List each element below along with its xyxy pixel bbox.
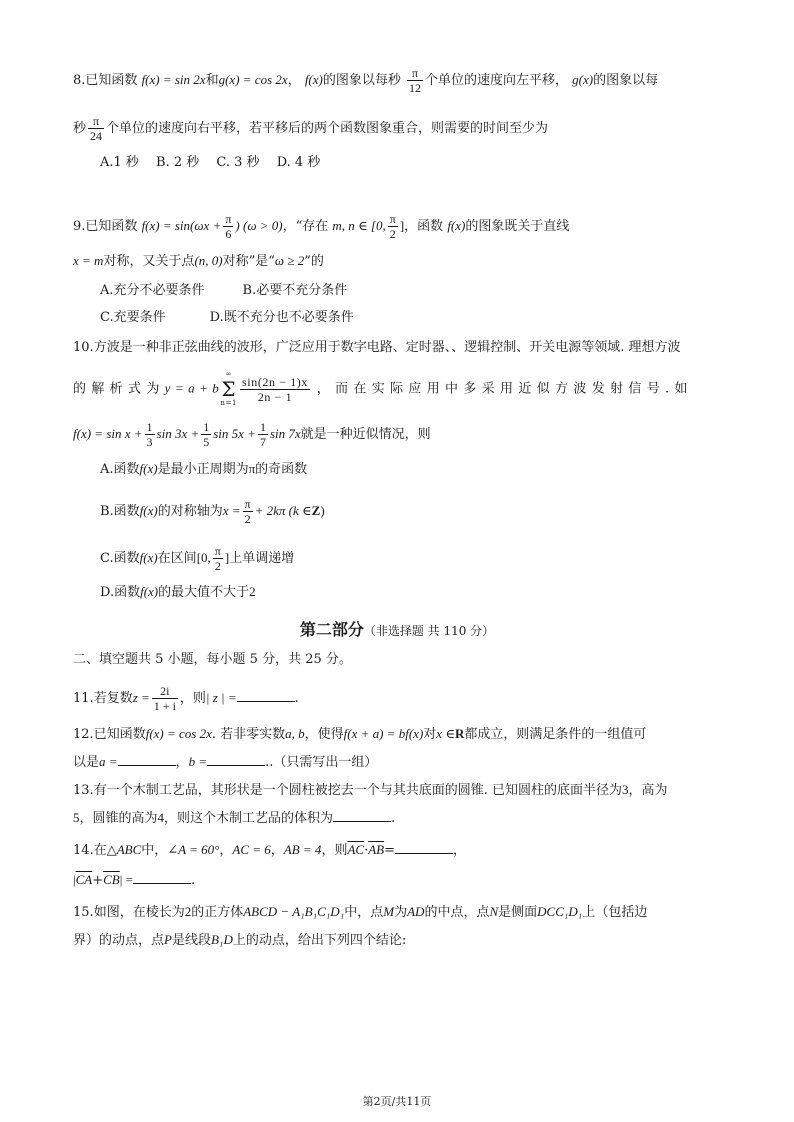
- answer-blank[interactable]: [333, 809, 391, 822]
- q8-line1: 8.已知函数 f(x) = sin 2x和g(x) = cos 2x， f(x)的图象以每秒 $\frac{\pi}{12}$ 个单位的速度向左平移， g(x)的图象以每: [73, 66, 659, 95]
- vector-ab: $\overline{AB}$: [368, 842, 385, 857]
- fraction: $\frac{2i}{1 + i}$: [153, 684, 176, 713]
- fraction: $\frac{\pi}{12}$: [409, 66, 422, 95]
- q10-line1: 10.方波是一种非正弦曲线的波形，广泛应用于数字电路、定时器、、逻辑控制、开关电源等领域. 理想方波: [73, 340, 681, 355]
- q9-options-row1: A.充分不必要条件 B.必要不充分条件: [100, 283, 348, 298]
- answer-blank-a[interactable]: [118, 753, 176, 766]
- fraction: $\frac{1}{3}$: [146, 420, 153, 449]
- q11-line: 11.若复数z = $\frac{2i}{1 + i}$ ，则| z | = .: [73, 684, 299, 713]
- fraction: $\frac{\pi}{2}$: [389, 212, 396, 241]
- page-footer: 第2页/共11页: [362, 1095, 432, 1108]
- q15-line1: 15.如图，在棱长为2的正方体ABCD − A₁B₁C₁D₁中，点M为AD的中点，点N是侧面DCC₁D₁上（包括边: [73, 904, 648, 920]
- vector-cb: $\overline{CB}$: [103, 872, 120, 887]
- fraction: $\frac{\sin(2n - 1)x}{2n - 1}$: [242, 374, 308, 404]
- fraction: $\frac{1}{5}$: [203, 420, 210, 449]
- answer-blank-dot[interactable]: [395, 841, 453, 854]
- fraction: $\frac{\pi}{2}$: [244, 497, 251, 526]
- q10-option-d: D.函数f(x)的最大值不大于2: [100, 584, 256, 600]
- part2-intro: 二、填空题共 5 小题，每小题 5 分，共 25 分。: [73, 652, 352, 667]
- fraction: $\frac{\pi}{6}$: [225, 212, 232, 241]
- q8-options: A.1 秒 B. 2 秒 C. 3 秒 D. 4 秒: [100, 155, 321, 170]
- q10-line2: 的 解 析 式 为 y = a + b ∞ Σ n=1 $\frac{\sin(2n - 1)x}{2n - 1}$ ， 而 在 实 际 应 用 中 多 采 用 近 似 方 波 发 射 信 号 . 如: [73, 370, 689, 407]
- fraction: $\frac{\pi}{2}$: [214, 544, 221, 573]
- q8-line2: 秒 $\frac{\pi}{24}$ 个单位的速度向右平移，若平移后的两个函数图象重合，则需要的时间至少为: [73, 114, 549, 143]
- q10-option-a: A.函数f(x)是最小正周期为π的奇函数: [100, 461, 308, 477]
- fraction: $\frac{1}{7}$: [259, 420, 266, 449]
- fraction: $\frac{\pi}{24}$: [90, 114, 103, 143]
- q10-option-b: B.函数f(x)的对称轴为x = $\frac{\pi}{2}$ + 2kπ (k ∈Z): [100, 497, 325, 526]
- q12-line1: 12.已知函数f(x) = cos 2x. 若非零实数a, b，使得f(x + a) = bf(x)对x ∈R都成立，则满足条件的一组值可: [73, 726, 647, 742]
- q14-line2: $|\overline{CA}+\overline{CB}|$ = .: [73, 872, 196, 888]
- answer-blank-norm[interactable]: [133, 871, 191, 884]
- q14-line1: 14.在△ABC中，∠A = 60°，AC = 6，AB = 4，则$\overline{AC}\cdot\overline{AB}=$ ，: [73, 842, 467, 858]
- q12-line2: 以是a = ，b = ..（只需写出一组）: [73, 754, 378, 770]
- part2-heading: 第二部分（非选择题 共 110 分）: [299, 620, 495, 639]
- vector-ac: $\overline{AC}$: [347, 842, 365, 857]
- q9-line1: 9.已知函数 f(x) = sin(ωx + $\frac{\pi}{6}$ ) (ω > 0)，“存在 m, n ∈ [0, $\frac{\pi}{2}$ ]，函数 f(x)的图象既关于直线: [73, 212, 570, 241]
- vector-ca: $\overline{CA}$: [75, 872, 93, 887]
- q9-options-row2: C.充要条件 D.既不充分也不必要条件: [100, 310, 354, 325]
- q13-line1: 13.有一个木制工艺品，其形状是一个圆柱被挖去一个与其共底面的圆锥. 已知圆柱的底面半径为3，高为: [73, 782, 668, 798]
- answer-blank-b[interactable]: [207, 753, 265, 766]
- summation-symbol: ∞ Σ n=1: [220, 370, 238, 407]
- answer-blank[interactable]: [237, 689, 295, 702]
- q13-line2: 5，圆锥的高为4，则这个木制工艺品的体积为 .: [73, 810, 396, 826]
- q15-line2: 界）的动点，点P是线段B₁D上的动点，给出下列四个结论:: [73, 932, 407, 948]
- q10-line3: f(x) = sin x + $\frac{1}{3}$ sin 3x + $\frac{1}{5}$ sin 5x + $\frac{1}{7}$ sin 7x就是一种近似情况，则: [73, 420, 431, 449]
- q10-option-c: C.函数f(x)在区间[0, $\frac{\pi}{2}$ ]上单调递增: [100, 544, 295, 573]
- q9-line2: x = m对称，又关于点(n, 0)对称”是“ω ≥ 2”的: [73, 253, 324, 269]
